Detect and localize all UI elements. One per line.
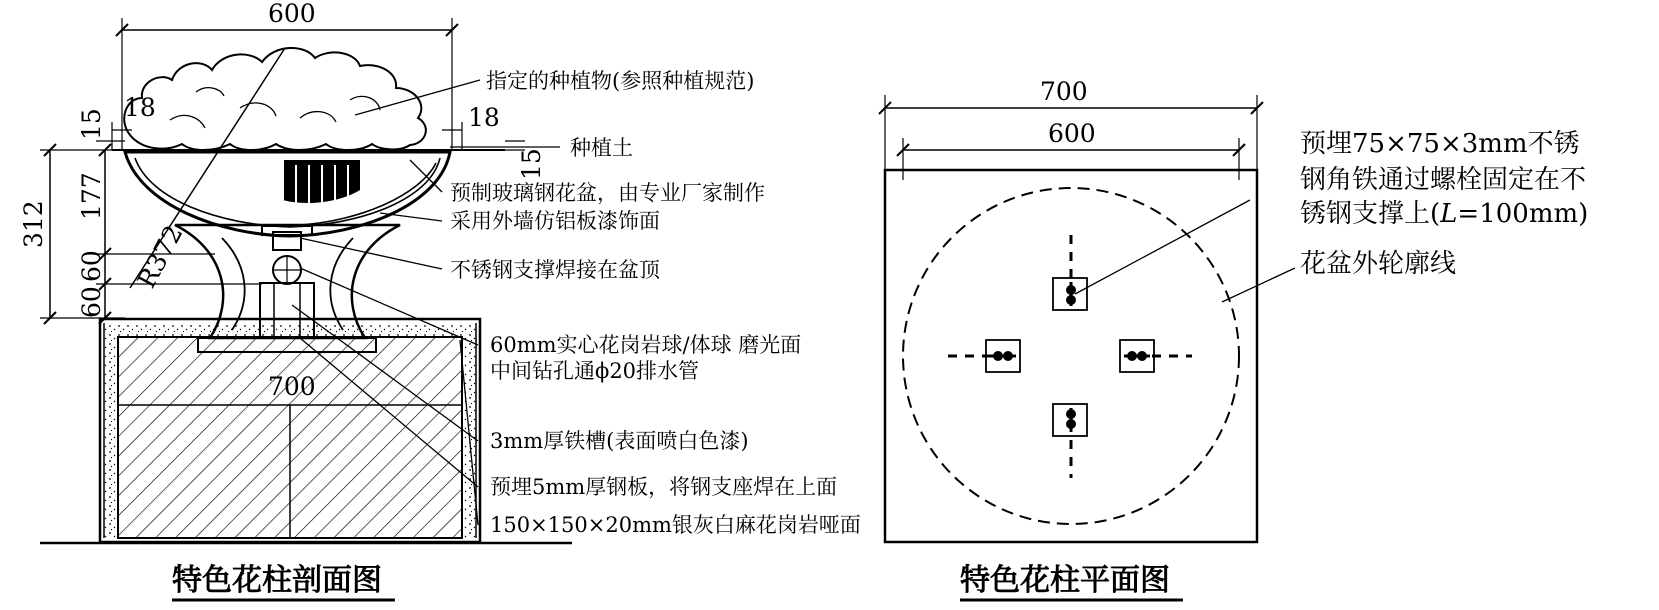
dim-offsets-18: [112, 93, 500, 150]
dim-label-60-lower: 60: [77, 286, 106, 318]
dim-top-width: [116, 0, 458, 150]
note-granite-ball: 60mm实心花岗岩球/体球 磨光面: [490, 333, 802, 357]
note-drain-hole: 中间钻孔通ϕ20排水管: [490, 359, 700, 383]
plan-title: 特色花柱平面图: [960, 563, 1170, 598]
support-axis-lines: [948, 235, 1192, 478]
dim-label-177: 177: [77, 172, 106, 220]
fiberglass-bowl: [125, 152, 450, 236]
note-plant: 指定的种植物(参照种植规范): [486, 69, 755, 93]
plan-note-line-1: 预埋75×75×3mm不锈: [1300, 129, 1580, 159]
angle-iron-bottom: [1053, 404, 1087, 436]
stainless-support: [260, 226, 314, 338]
dim-label-18-right: 18: [468, 103, 500, 132]
dim-label-15-left: 15: [77, 108, 106, 140]
dim-label-15-right: 15: [517, 148, 546, 180]
note-soil: 种植土: [570, 136, 633, 160]
note-fiberglass-pot: 预制玻璃钢花盆，由专业厂家制作: [450, 181, 765, 205]
plan-note-pot-outline: 花盆外轮廓线: [1300, 249, 1457, 279]
plan-note-line-3: 锈钢支撑上(L=100mm): [1300, 199, 1589, 229]
note-steel-plate: 预埋5mm厚钢板，将钢支座焊在上面: [490, 475, 838, 499]
radius-label: R372: [131, 220, 189, 293]
plan-dim-label-600: 600: [1048, 119, 1096, 148]
angle-iron-top: [1053, 278, 1087, 310]
angle-iron-right: [1120, 340, 1154, 372]
plan-note-line-2: 钢角铁通过螺栓固定在不: [1300, 165, 1587, 195]
dim-label-18-left: 18: [124, 93, 156, 122]
plan-view: [879, 77, 1588, 600]
leader-pot-outline: [1222, 268, 1295, 302]
dim-label-312: 312: [19, 200, 48, 248]
dim-label-600: 600: [268, 0, 316, 28]
leader-angle-iron: [1075, 200, 1250, 294]
angle-iron-left: [986, 340, 1020, 372]
note-stainless-support: 不锈钢支撑焊接在盆顶: [450, 258, 660, 282]
dim-label-700-base: 700: [268, 372, 316, 401]
section-view: [19, 0, 861, 600]
plan-dim-label-700: 700: [1040, 77, 1088, 106]
dim-label-60-upper: 60: [77, 250, 106, 282]
note-paint-finish: 采用外墙仿铝板漆饰面: [450, 209, 660, 233]
note-granite-finish: 150×150×20mm银灰白麻花岗岩哑面: [490, 513, 861, 537]
note-iron-trough: 3mm厚铁槽(表面喷白色漆): [490, 429, 749, 453]
section-title: 特色花柱剖面图: [172, 563, 382, 598]
